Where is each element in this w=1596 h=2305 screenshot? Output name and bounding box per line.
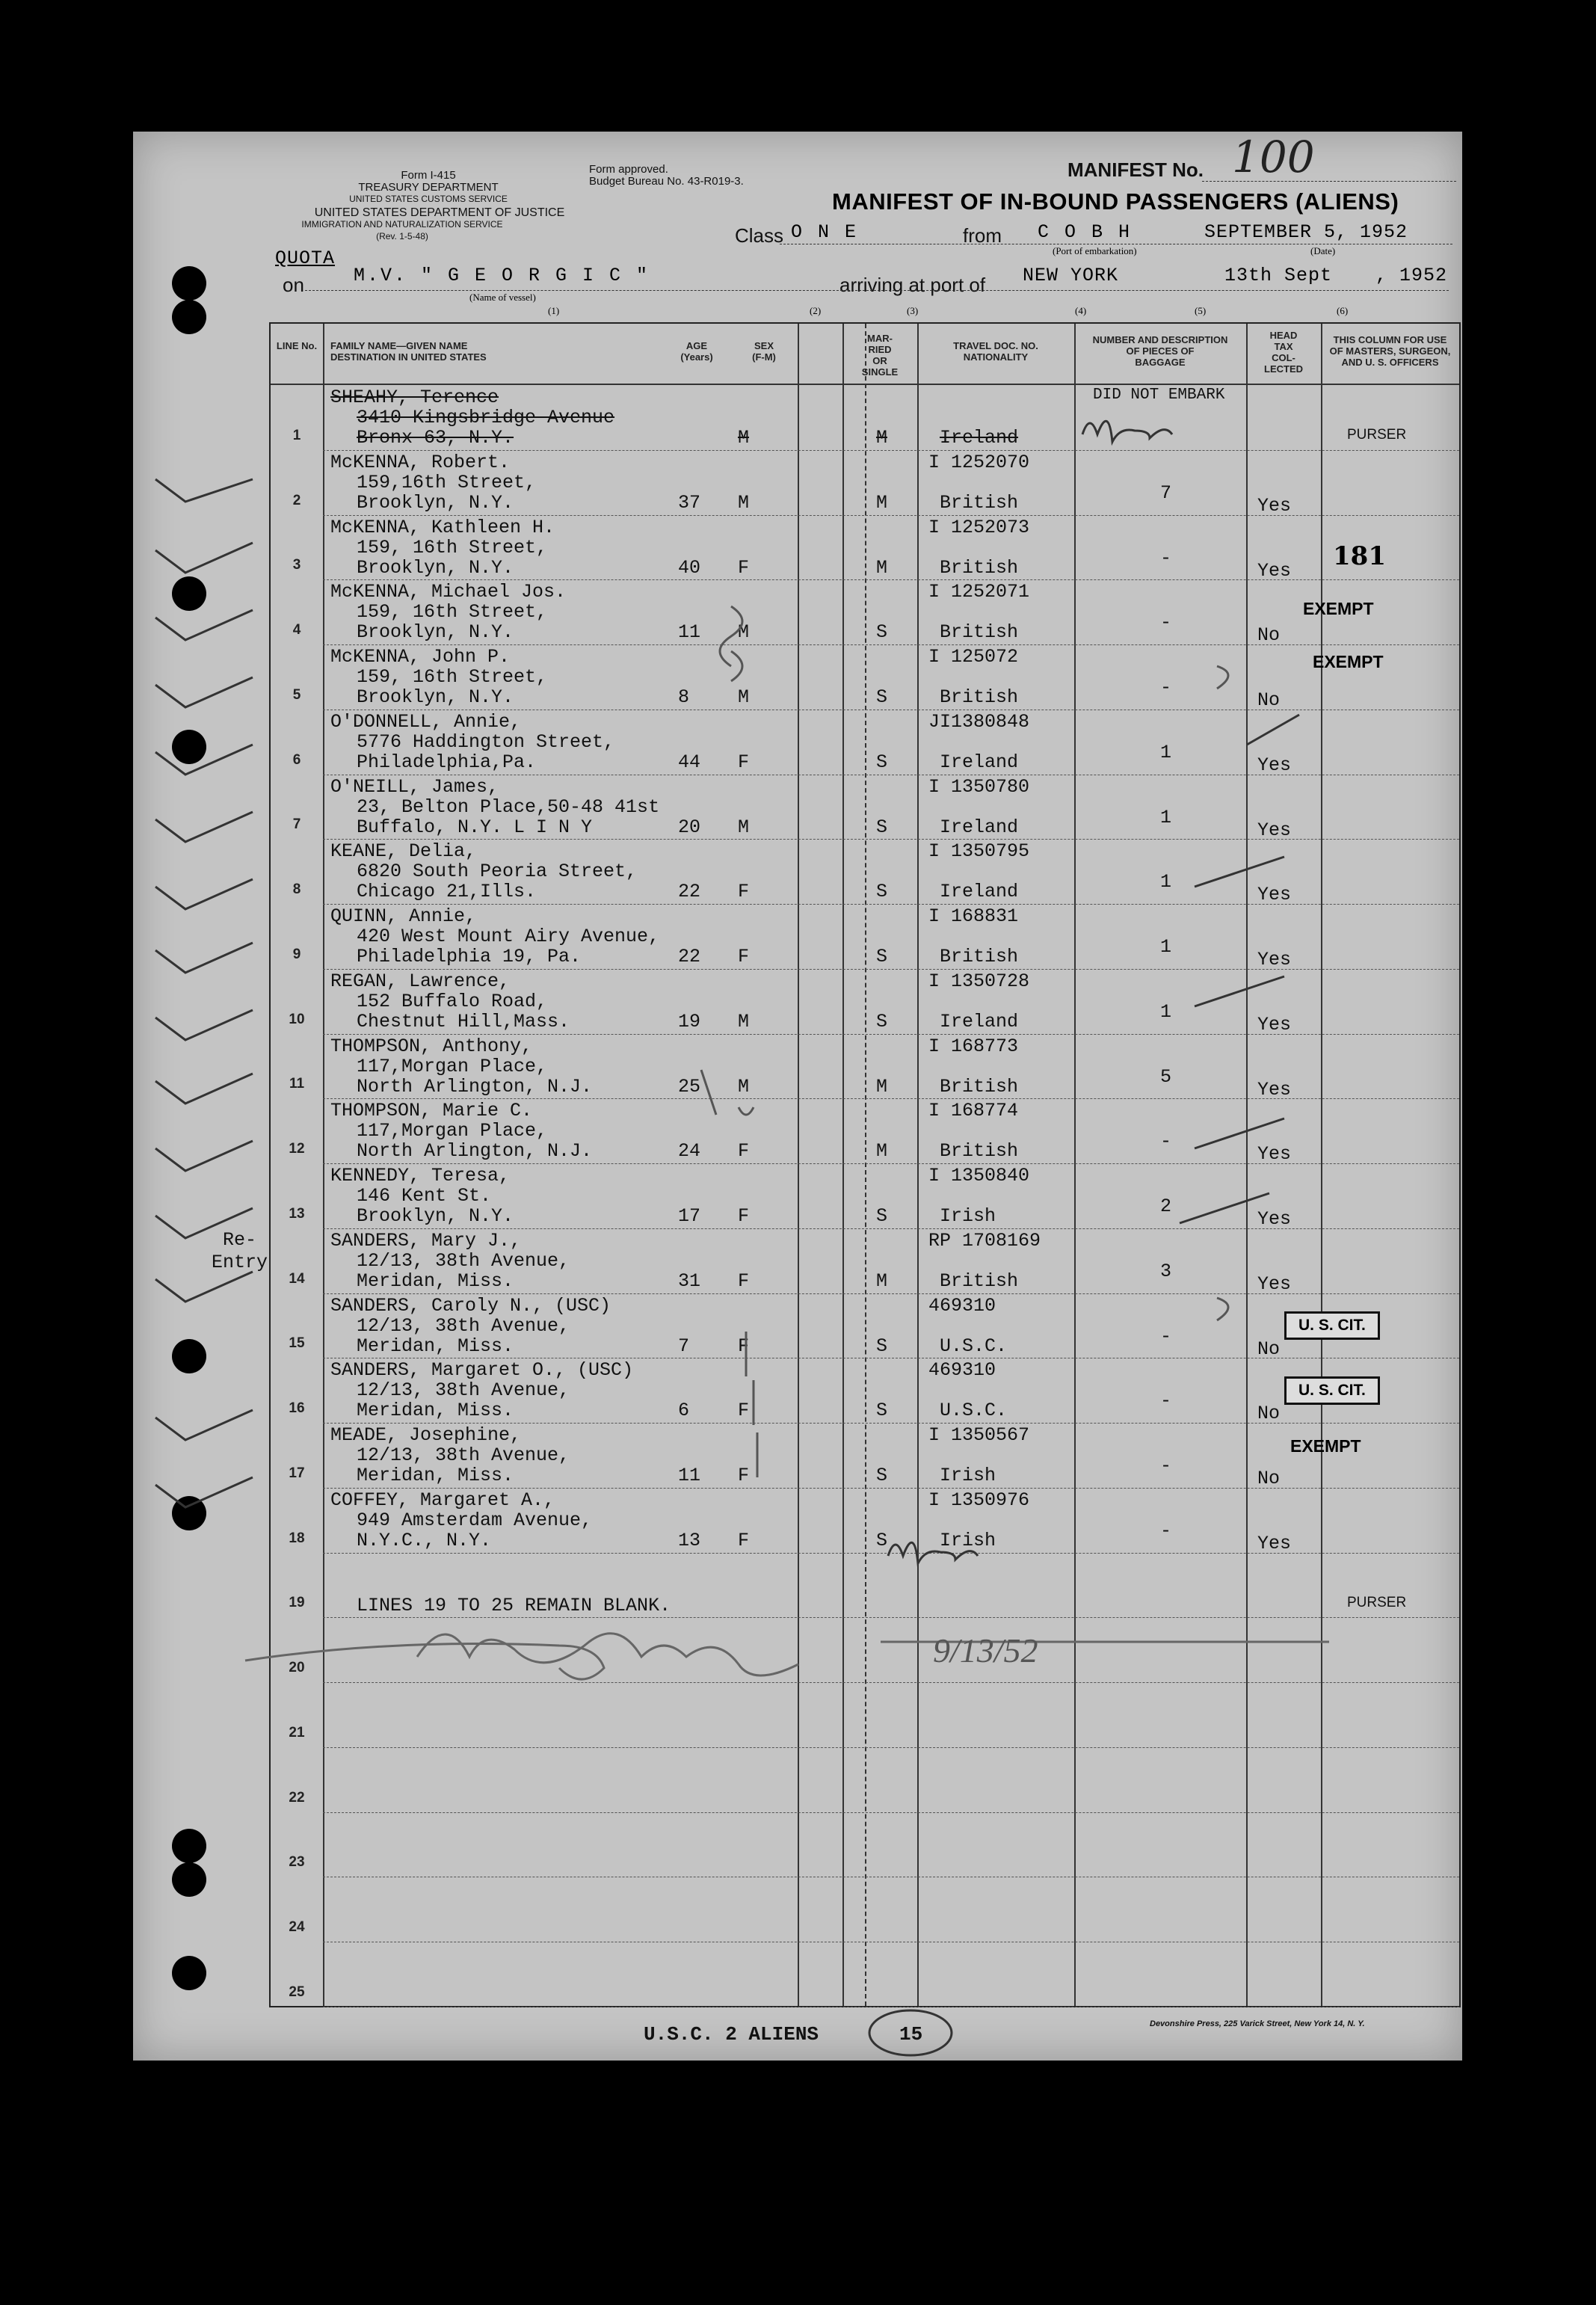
baggage: -: [1160, 1325, 1172, 1347]
sex: M: [738, 686, 750, 708]
address-line: 6820 South Peoria Street,: [357, 861, 638, 883]
sex: M: [738, 427, 750, 449]
col-number: (6): [1337, 305, 1349, 316]
baggage: 3: [1160, 1260, 1172, 1282]
marital-status: S: [876, 881, 888, 903]
quota-label: QUOTA: [275, 247, 336, 269]
line-number: 8: [292, 881, 301, 897]
head-tax: Yes: [1257, 884, 1292, 906]
nationality: Irish: [940, 1465, 996, 1486]
sex: M: [738, 1075, 750, 1098]
address-city: N.Y.C., N.Y.: [357, 1529, 492, 1551]
arrival-port: NEW YORK: [1023, 265, 1119, 286]
line-number: 25: [289, 1984, 305, 2000]
address-line: 117,Morgan Place,: [357, 1120, 548, 1142]
baggage: -: [1160, 1390, 1172, 1412]
age: 7: [678, 1335, 690, 1357]
col-header-baggage: NUMBER AND DESCRIPTION OF PIECES OF BAGGAGE: [1092, 334, 1228, 368]
sex: F: [738, 1140, 750, 1163]
address-line: 159, 16th Street,: [357, 536, 548, 558]
marital-status: M: [876, 491, 888, 514]
sex: F: [738, 1205, 750, 1227]
age: 22: [678, 946, 701, 967]
stamp-exempt: EXEMPT: [1313, 652, 1384, 671]
passenger-name: MEADE, Josephine,: [330, 1424, 522, 1446]
sex: F: [738, 1465, 750, 1486]
line-number: 5: [292, 686, 301, 703]
col-number: (5): [1195, 305, 1207, 316]
age: 11: [678, 1465, 701, 1486]
passenger-name: SHEAHY, Terence: [330, 387, 499, 408]
baggage: -: [1160, 677, 1172, 698]
travel-doc: I 1350840: [928, 1165, 1030, 1187]
address-line: 12/13, 38th Avenue,: [357, 1444, 570, 1466]
travel-doc: 469310: [928, 1359, 996, 1382]
col-header-sex: SEX (F-M): [752, 340, 776, 363]
baggage: -: [1160, 1130, 1172, 1153]
col-number: (3): [907, 305, 919, 316]
address-city: Brooklyn, N.Y.: [357, 556, 514, 579]
stamp-us-cit: U. S. CIT.: [1284, 1311, 1380, 1340]
line-number: 7: [292, 816, 301, 833]
sex: F: [738, 556, 750, 579]
marital-status: S: [876, 621, 888, 644]
travel-doc: I 1252070: [928, 451, 1030, 473]
passenger-name: McKENNA, Robert.: [330, 451, 511, 473]
travel-doc: I 1350795: [928, 840, 1030, 863]
address-city: Chestnut Hill,Mass.: [357, 1010, 570, 1033]
nationality: Ireland: [940, 751, 1019, 773]
address-city: Chicago 21,Ills.: [357, 881, 537, 903]
class-label: Class: [735, 224, 784, 247]
stamp-us-cit: U. S. CIT.: [1284, 1376, 1380, 1405]
marital-status: M: [876, 556, 888, 579]
passenger-name: THOMPSON, Marie C.: [330, 1100, 533, 1122]
sex: F: [738, 946, 750, 967]
travel-doc: I 168831: [928, 905, 1019, 927]
baggage: 1: [1160, 741, 1172, 763]
baggage: 5: [1160, 1065, 1172, 1088]
baggage: -: [1160, 1519, 1172, 1542]
line-number: 22: [289, 1789, 305, 1806]
address-city: North Arlington, N.J.: [357, 1075, 593, 1098]
nationality: U.S.C.: [940, 1335, 1008, 1357]
marital-status: S: [876, 1465, 888, 1486]
passenger-name: KENNEDY, Teresa,: [330, 1165, 511, 1187]
passenger-name: O'NEILL, James,: [330, 775, 499, 798]
travel-doc: RP 1708169: [928, 1229, 1041, 1252]
baggage: -: [1160, 1455, 1172, 1477]
ins-label: IMMIGRATION AND NATURALIZATION SERVICE: [301, 219, 503, 230]
marital-status: S: [876, 1205, 888, 1227]
address-city: Meridan, Miss.: [357, 1335, 514, 1357]
nationality: British: [940, 621, 1019, 644]
marital-status: M: [876, 1140, 888, 1163]
head-tax: Yes: [1257, 819, 1292, 841]
marital-status: M: [876, 1270, 888, 1292]
address-city: Meridan, Miss.: [357, 1270, 514, 1292]
head-tax: Yes: [1257, 559, 1292, 582]
passenger-name: KEANE, Delia,: [330, 840, 477, 863]
page-title: MANIFEST OF IN-BOUND PASSENGERS (ALIENS): [832, 188, 1399, 215]
sex: F: [738, 1270, 750, 1292]
head-tax: Yes: [1257, 949, 1292, 970]
head-tax: Yes: [1257, 1143, 1292, 1166]
marital-status: S: [876, 1400, 888, 1422]
nationality: British: [940, 1075, 1019, 1098]
sex: F: [738, 1529, 750, 1551]
head-tax: No: [1257, 1403, 1281, 1425]
head-tax: No: [1257, 689, 1281, 711]
address-line: 12/13, 38th Avenue,: [357, 1379, 570, 1402]
passenger-name: THOMPSON, Anthony,: [330, 1035, 533, 1057]
arriving-label: arriving at port of: [839, 274, 986, 296]
marital-status: M: [876, 427, 888, 449]
sailing-date: SEPTEMBER 5, 1952: [1204, 221, 1408, 243]
line-number: 24: [289, 1919, 305, 1935]
line-number: 11: [289, 1076, 305, 1092]
handwritten-marks: [133, 132, 1462, 2061]
col-header-married: MAR- RIED OR SINGLE: [861, 333, 899, 378]
col-number: (1): [548, 305, 560, 316]
age: 25: [678, 1075, 701, 1098]
head-tax: Yes: [1257, 494, 1292, 517]
line-number: 21: [289, 1724, 305, 1741]
line-number: 13: [289, 1205, 305, 1222]
nationality: Ireland: [940, 881, 1019, 903]
sex: M: [738, 1010, 750, 1033]
line-number: 12: [289, 1141, 305, 1157]
passenger-name: SANDERS, Caroly N., (USC): [330, 1294, 611, 1317]
line-number: 14: [289, 1270, 305, 1287]
head-tax: No: [1257, 624, 1281, 647]
baggage: 2: [1160, 1195, 1172, 1217]
baggage: 1: [1160, 806, 1172, 828]
address-line: 152 Buffalo Road,: [357, 990, 548, 1012]
age: 24: [678, 1140, 701, 1163]
line-number: 10: [289, 1011, 305, 1027]
age: 19: [678, 1010, 701, 1033]
marital-status: S: [876, 1529, 888, 1551]
line-number: 16: [289, 1400, 305, 1416]
head-tax: No: [1257, 1338, 1281, 1360]
nationality: Ireland: [940, 427, 1019, 449]
revision-label: (Rev. 1-5-48): [376, 231, 428, 241]
address-city: Brooklyn, N.Y.: [357, 621, 514, 644]
address-city: Philadelphia,Pa.: [357, 751, 537, 773]
age: 22: [678, 881, 701, 903]
passenger-name: COFFEY, Margaret A.,: [330, 1489, 555, 1511]
nationality: Irish: [940, 1529, 996, 1551]
address-line: 117,Morgan Place,: [357, 1055, 548, 1077]
form-approved: Form approved.: [589, 163, 668, 176]
arrival-date: 13th Sept: [1224, 265, 1333, 286]
passenger-name: SANDERS, Mary J.,: [330, 1229, 522, 1252]
address-city: Meridan, Miss.: [357, 1400, 514, 1422]
nationality: British: [940, 686, 1019, 708]
address-line: 949 Amsterdam Avenue,: [357, 1509, 593, 1531]
age: 11: [678, 621, 701, 644]
sex: F: [738, 751, 750, 773]
col-header-headtax: HEAD TAX COL- LECTED: [1264, 330, 1303, 375]
baggage: -: [1160, 547, 1172, 569]
travel-doc: I 1252071: [928, 581, 1030, 603]
age: 44: [678, 751, 701, 773]
line-number: 6: [292, 751, 301, 768]
line-number: 3: [292, 557, 301, 573]
age: 13: [678, 1529, 701, 1551]
manifest-page: [133, 132, 1462, 2061]
col-number: (2): [810, 305, 822, 316]
sex: F: [738, 1400, 750, 1422]
address-line: 159, 16th Street,: [357, 601, 548, 624]
nationality: British: [940, 946, 1019, 967]
travel-doc: I 168774: [928, 1100, 1019, 1122]
travel-doc: I 168773: [928, 1035, 1019, 1057]
baggage: 1: [1160, 936, 1172, 958]
head-tax: Yes: [1257, 1532, 1292, 1554]
age: 8: [678, 686, 690, 708]
reentry-note: Re- Entry: [212, 1229, 268, 1273]
baggage: 7: [1160, 481, 1172, 504]
footer-totals: U.S.C. 2 ALIENS: [644, 2023, 819, 2046]
address-line: 420 West Mount Airy Avenue,: [357, 926, 660, 947]
travel-doc: I 1350976: [928, 1489, 1030, 1511]
embarkation-caption: (Port of embarkation): [1053, 245, 1137, 256]
line-number: 17: [289, 1465, 305, 1481]
nationality: British: [940, 1140, 1019, 1163]
col-header-travel: TRAVEL DOC. NO. NATIONALITY: [953, 340, 1038, 363]
line-number: 15: [289, 1335, 305, 1352]
passenger-name: McKENNA, John P.: [330, 646, 511, 668]
address-line: 3410 Kingsbridge Avenue: [357, 407, 615, 428]
sex: M: [738, 621, 750, 644]
marital-status: S: [876, 751, 888, 773]
baggage: 1: [1160, 871, 1172, 893]
travel-doc: I 125072: [928, 646, 1019, 668]
from-label: from: [963, 224, 1002, 247]
line-number: 23: [289, 1854, 305, 1871]
nationality: Irish: [940, 1205, 996, 1227]
budget-bureau: Budget Bureau No. 43-R019-3.: [589, 175, 744, 188]
marital-status: S: [876, 816, 888, 838]
passenger-name: O'DONNELL, Annie,: [330, 710, 522, 733]
age: 20: [678, 816, 701, 838]
stamp-exempt: EXEMPT: [1303, 599, 1374, 618]
passenger-name: McKENNA, Kathleen H.: [330, 516, 555, 538]
manifest-number-value: 100: [1232, 132, 1315, 182]
stamp-exempt: EXEMPT: [1290, 1436, 1361, 1456]
passenger-name: QUINN, Annie,: [330, 905, 477, 927]
treasury-label: TREASURY DEPARTMENT: [358, 181, 499, 194]
passenger-name: McKENNA, Michael Jos.: [330, 581, 567, 603]
col-number: (4): [1075, 305, 1087, 316]
printer-imprint: Devonshire Press, 225 Varick Street, New York 14, N. Y.: [1150, 2019, 1365, 2028]
marital-status: S: [876, 686, 888, 708]
address-line: 159,16th Street,: [357, 471, 537, 493]
sex: M: [738, 491, 750, 514]
form-number: Form I-415: [401, 169, 456, 182]
age: 40: [678, 556, 701, 579]
nationality: Ireland: [940, 1010, 1019, 1033]
purser-label: PURSER: [1347, 427, 1407, 443]
address-line: 12/13, 38th Avenue,: [357, 1314, 570, 1337]
footer-aliens-count: 15: [899, 2023, 923, 2046]
address-line: 146 Kent St.: [357, 1185, 492, 1207]
vessel-caption: (Name of vessel): [469, 292, 536, 303]
address-city: Brooklyn, N.Y.: [357, 686, 514, 708]
on-label: on: [283, 274, 304, 296]
inspector-date: 9/13/52: [933, 1631, 1038, 1669]
marital-status: S: [876, 1010, 888, 1033]
line-number: 20: [289, 1660, 305, 1675]
baggage: DID NOT EMBARK: [1093, 387, 1225, 404]
head-tax: Yes: [1257, 1013, 1292, 1035]
line-number: 9: [292, 946, 301, 962]
class-value: O N E: [791, 221, 859, 243]
address-city: Philadelphia 19, Pa.: [357, 946, 582, 967]
col-header-officers: THIS COLUMN FOR USE OF MASTERS, SURGEON, AND U. S. OFFICERS: [1329, 334, 1451, 368]
nationality: U.S.C.: [940, 1400, 1008, 1422]
nationality: British: [940, 1270, 1019, 1292]
passenger-name: REGAN, Lawrence,: [330, 970, 511, 992]
head-tax: No: [1257, 1468, 1281, 1489]
line-number: 19: [289, 1595, 305, 1611]
line-number: 18: [289, 1530, 305, 1546]
age: 6: [678, 1400, 690, 1422]
customs-label: UNITED STATES CUSTOMS SERVICE: [349, 194, 508, 204]
address-city: North Arlington, N.J.: [357, 1140, 593, 1163]
sex: F: [738, 1335, 750, 1357]
address-line: 5776 Haddington Street,: [357, 730, 615, 753]
col-header-line: LINE No.: [276, 340, 318, 351]
head-tax: Yes: [1257, 1208, 1292, 1230]
marital-status: S: [876, 1335, 888, 1357]
head-tax: Yes: [1257, 1272, 1292, 1295]
address-line: 12/13, 38th Avenue,: [357, 1249, 570, 1272]
travel-doc: 469310: [928, 1294, 996, 1317]
nationality: Ireland: [940, 816, 1019, 838]
travel-doc: I 1350567: [928, 1424, 1030, 1446]
line-number: 4: [292, 622, 301, 638]
head-tax: Yes: [1257, 754, 1292, 776]
justice-label: UNITED STATES DEPARTMENT OF JUSTICE: [314, 206, 565, 219]
nationality: British: [940, 491, 1019, 514]
address-city: LINES 19 TO 25 REMAIN BLANK.: [357, 1594, 671, 1616]
address-city: Bronx 63, N.Y.: [357, 427, 514, 449]
arrival-year: , 1952: [1375, 265, 1448, 286]
address-city: Brooklyn, N.Y.: [357, 1205, 514, 1227]
age: 17: [678, 1205, 701, 1227]
head-tax: Yes: [1257, 1078, 1292, 1101]
travel-doc: I 1350728: [928, 970, 1030, 992]
address-city: Buffalo, N.Y. L I N Y: [357, 816, 593, 838]
baggage: -: [1160, 612, 1172, 634]
baggage: 1: [1160, 1000, 1172, 1023]
stamp-181: 181: [1333, 541, 1386, 571]
marital-status: S: [876, 946, 888, 967]
col-header-age: AGE (Years): [680, 340, 713, 363]
manifest-number-label: MANIFEST No.: [1067, 159, 1204, 181]
address-city: Meridan, Miss.: [357, 1465, 514, 1486]
travel-doc: I 1350780: [928, 775, 1030, 798]
marital-status: M: [876, 1075, 888, 1098]
passenger-name: SANDERS, Margaret O., (USC): [330, 1359, 634, 1382]
line-number: 2: [292, 492, 301, 508]
sex: M: [738, 816, 750, 838]
travel-doc: JI1380848: [928, 710, 1030, 733]
date-caption: (Date): [1310, 245, 1336, 256]
line-number: 1: [292, 427, 301, 443]
address-line: 23, Belton Place,50-48 41st: [357, 795, 660, 818]
col-header-name: FAMILY NAME—GIVEN NAME DESTINATION IN UNITED STATES: [330, 340, 487, 363]
address-line: 159, 16th Street,: [357, 666, 548, 688]
embarkation-port: C O B H: [1038, 221, 1133, 243]
sex: F: [738, 881, 750, 903]
travel-doc: I 1252073: [928, 516, 1030, 538]
vessel-name: M.V. " G E O R G I C ": [354, 265, 650, 286]
nationality: British: [940, 556, 1019, 579]
address-city: Brooklyn, N.Y.: [357, 491, 514, 514]
age: 37: [678, 491, 701, 514]
purser-label: PURSER: [1347, 1594, 1407, 1610]
age: 31: [678, 1270, 701, 1292]
